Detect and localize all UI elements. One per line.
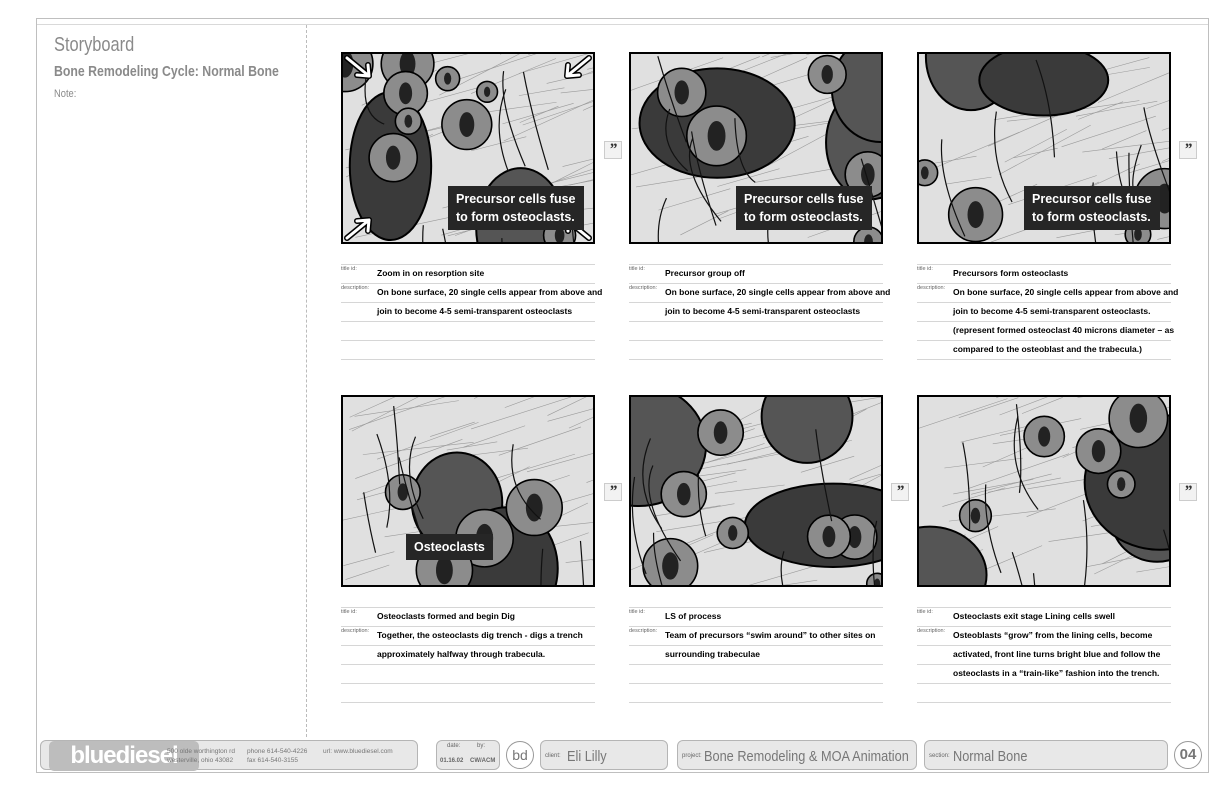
description-line: Together, the osteoclasts dig trench - digs a trench [377,630,583,640]
project-block [677,740,917,770]
notes-row [917,283,1179,302]
project-label: project: [682,753,702,759]
notes-row [629,664,883,683]
description-line: surrounding trabeculae [665,649,760,659]
frame-notes [341,264,603,360]
notes-row [629,302,883,321]
date-label: date: [447,743,461,749]
page-number: 04 [1174,741,1202,769]
description-line: On bone surface, 20 single cells appear from above and [377,287,603,297]
notes-row [917,683,1171,703]
description-label: description: [629,628,658,634]
notes-row [629,626,883,645]
title-id-label: title id: [341,609,357,615]
continue-arrow-icon: ” [1179,141,1197,159]
notes-row [917,321,1175,340]
title-id-label: title id: [341,266,357,272]
client-value: Eli Lilly [567,748,607,765]
description-line: Team of precursors “swim around” to other sites on [665,630,876,640]
storyboard-frame-6 [917,395,1171,587]
phone: phone 614-540-4226 [247,748,308,755]
notes-row [629,607,883,626]
continue-arrow-icon: ” [604,141,622,159]
notes-row [341,321,595,340]
sidebar-divider [306,25,307,737]
bd-badge: bd [506,741,534,769]
description-line: join to become 4-5 semi-transparent osteoclasts [665,306,861,316]
client-block [540,740,668,770]
storyboard-frame-5 [629,395,883,587]
caption-line: to form osteoclasts. [456,210,575,224]
address-line-2: westerville, ohio 43082 [167,757,234,764]
frame-title: Zoom in on resorption site [377,268,485,278]
by-label: by: [477,743,486,749]
frame-title: Osteoclasts exit stage Lining cells swell [953,611,1116,621]
notes-row [917,645,1171,664]
description-line: Osteoblasts “grow” from the lining cells, become [953,630,1153,640]
description-label: description: [341,628,370,634]
description-label: description: [917,285,946,291]
title-id-label: title id: [917,609,933,615]
notes-row [341,645,595,664]
frame-title: Precursor group off [665,268,745,278]
caption-line: to form osteoclasts. [1032,210,1151,224]
fax: fax 614-540-3155 [247,757,298,764]
description-line: join to become 4-5 semi-transparent osteoclasts. [953,306,1151,316]
notes-row [341,664,595,683]
notes-row [341,302,595,321]
notes-row [917,607,1171,626]
address-line-1: 500 olde worthington rd [167,748,235,755]
caption-line: Osteoclasts [414,540,485,554]
notes-row [629,283,891,302]
frame-title: LS of process [665,611,722,621]
frame-notes [917,607,1171,703]
notes-row [917,340,1171,360]
frame-illustration [631,397,881,585]
notes-row [917,264,1171,283]
notes-row [917,302,1171,321]
description-label: description: [629,285,658,291]
notes-row [341,607,595,626]
footer-bar [40,740,1204,772]
title-id-label: title id: [629,609,645,615]
continue-arrow-icon: ” [891,483,909,501]
description-line: activated, front line turns bright blue and follow the [953,649,1161,659]
description-label: description: [341,285,370,291]
notes-row [341,283,603,302]
description-line: compared to the osteoblast and the trabecula.) [953,344,1142,354]
caption-line: Precursor cells fuse [744,192,864,206]
frame-notes [917,264,1179,360]
notes-row [917,664,1171,683]
date-by-block [436,740,500,770]
frame-caption [1024,186,1160,230]
caption-line: Precursor cells fuse [1032,192,1152,206]
notes-row [629,683,883,703]
frame-title: Precursors form osteoclasts [953,268,1069,278]
storyboard-subtitle: Bone Remodeling Cycle: Normal Bone [54,63,279,80]
storyboard-title: Storyboard [54,34,135,56]
bluediesel-logo: bluediesel [49,741,199,771]
project-value: Bone Remodeling & MOA Animation [704,748,909,765]
frame-illustration [919,397,1169,585]
description-line: (represent formed osteoclast 40 microns diameter – as [953,325,1175,335]
date-value: 01.16.02 [440,758,464,764]
notes-row [629,340,883,360]
notes-row [629,645,883,664]
section-label: section: [929,753,950,759]
description-line: osteoclasts in a “train-like” fashion into the trench. [953,668,1160,678]
frame-notes [629,607,883,703]
section-value: Normal Bone [953,748,1028,765]
title-id-label: title id: [917,266,933,272]
notes-row [629,321,883,340]
title-id-label: title id: [629,266,645,272]
frame-notes [629,264,891,360]
sidebar [54,34,294,100]
notes-row [917,626,1171,645]
frame-notes [341,607,595,703]
description-line: join to become 4-5 semi-transparent osteoclasts [377,306,573,316]
notes-row [629,264,883,283]
description-line: approximately halfway through trabecula. [377,649,546,659]
section-block [924,740,1168,770]
description-label: description: [917,628,946,634]
notes-row [341,626,595,645]
company-block [40,740,418,770]
notes-row [341,264,595,283]
by-value: CW/ACM [470,758,496,764]
notes-row [341,683,595,703]
caption-line: to form osteoclasts. [744,210,863,224]
continue-arrow-icon: ” [604,483,622,501]
frame-caption [448,186,584,230]
continue-arrow-icon: ” [1179,483,1197,501]
frame-caption [406,534,493,560]
caption-line: Precursor cells fuse [456,192,576,206]
description-line: On bone surface, 20 single cells appear from above and [665,287,891,297]
frame-caption [736,186,872,230]
client-label: client: [545,753,561,759]
description-line: On bone surface, 20 single cells appear from above and [953,287,1179,297]
company-url: url: www.bluediesel.com [323,748,393,755]
notes-row [341,340,595,360]
note-label: Note: [54,88,77,100]
frame-title: Osteoclasts formed and begin Dig [377,611,515,621]
